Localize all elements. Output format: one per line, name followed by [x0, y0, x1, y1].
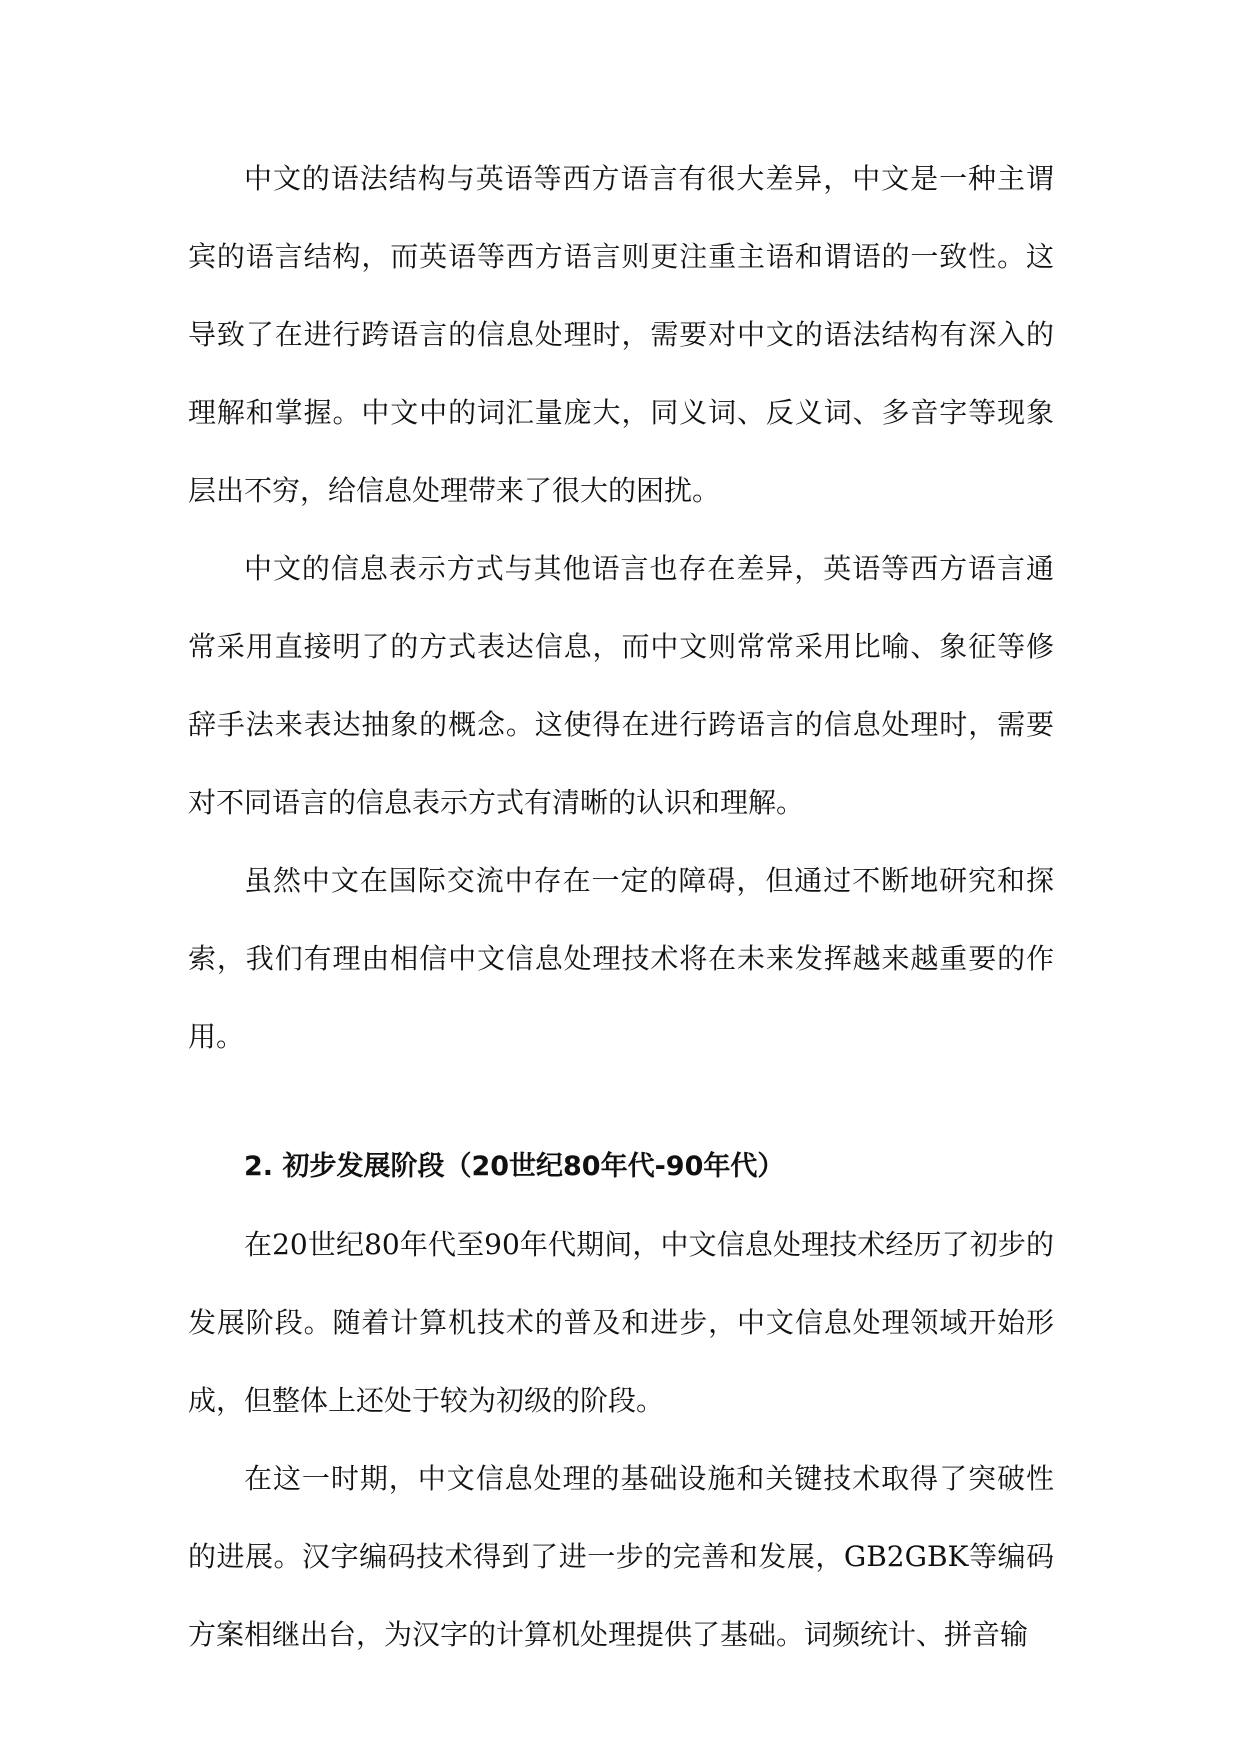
- paragraph-grammar-differences: 中文的语法结构与英语等西方语言有很大差异，中文是一种主谓宾的语言结构，而英语等西方语言则更注重主语和谓语的一致性。这导致了在进行跨语言的信息处理时，需要对中文的语法结构有深入的理解和掌握。中文中的词汇量庞大，同义词、反义词、多音字等现象层出不穷，给信息处理带来了很大的困扰。: [188, 162, 1054, 507]
- document-body: [188, 140, 1054, 1674]
- section-spacer: [188, 1076, 1054, 1128]
- paragraph-initial-stage: 在20世纪80年代至90年代期间，中文信息处理技术经历了初步的发展阶段。随着计算机技术的普及和进步，中文信息处理领域开始形成，但整体上还处于较为初级的阶段。: [188, 1228, 1054, 1417]
- paragraph-encoding-progress: 在这一时期，中文信息处理的基础设施和关键技术取得了突破性的进展。汉字编码技术得到了进一步的完善和发展，GB2GBK等编码方案相继出台，为汉字的计算机处理提供了基础。词频统计、拼音输: [188, 1462, 1054, 1651]
- section-heading: 2. 初步发展阶段（20世纪80年代-90年代）: [244, 1151, 785, 1182]
- paragraph-information-expression: 中文的信息表示方式与其他语言也存在差异，英语等西方语言通常采用直接明了的方式表达信息，而中文则常常采用比喻、象征等修辞手法来表达抽象的概念。这使得在进行跨语言的信息处理时，需要对不同语言的信息表示方式有清晰的认识和理解。: [188, 552, 1054, 819]
- paragraph-outlook: 虽然中文在国际交流中存在一定的障碍，但通过不断地研究和探索，我们有理由相信中文信息处理技术将在未来发挥越来越重要的作用。: [188, 864, 1054, 1053]
